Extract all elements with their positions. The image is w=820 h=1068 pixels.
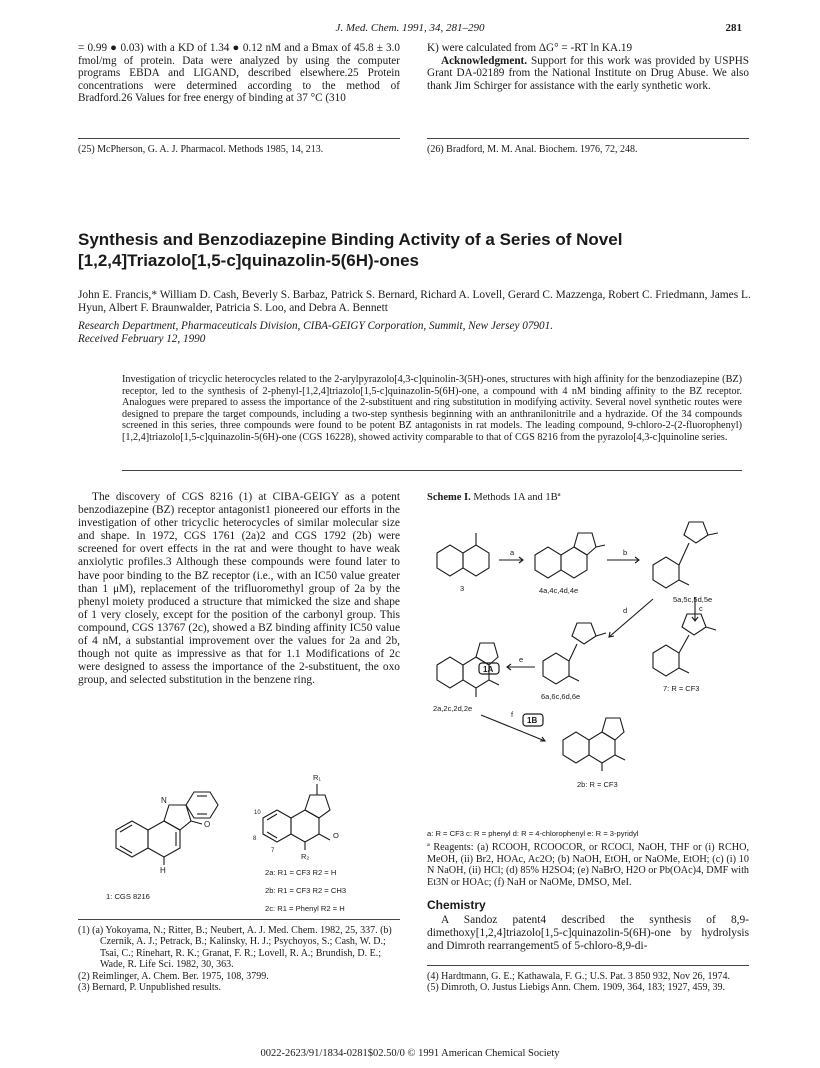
structure-2a-row: 2a: R1 = CF3 R2 = H xyxy=(265,868,337,877)
footnote-4: (4) Hardtmann, G. E.; Kathawala, F. G.; U.S. Pat. 3 850 932, Nov 26, 1974. xyxy=(427,971,731,982)
r1-label: R₁ xyxy=(313,773,321,782)
footnote-5: (5) Dimroth, O. Justus Liebigs Ann. Chem. 1909, 364, 183; 1927, 459, 39. xyxy=(427,982,726,994)
intro-paragraph: The discovery of CGS 8216 (1) at CIBA-GEIGY as a potent benzodiazepine (BZ) receptor antagonist1 pioneered our efforts in the investigation of other tricyclic heterocycles of similar molecular size and shape. In 1972, CGS 1761 (2a)2 and CGS 1792 (2b) were screened for overt effects in the rat and were thought to have weak anxiolytic profiles.3 Although these compounds were found later to have poor binding to the BZ receptor (i.e., with an IC50 value greater than 1 μM), replacement of the trifluoromethyl group of 2a by the phenyl moiety produced a structure that mimicked the size and shape of 1 very closely, except for the position of the carbonyl group. This compound, CGS 13767 (2c), showed a BZ binding affinity IC50 value of 4 nM, a substantial improvement over the values for 2a and 2b, though not quite as impressive as that for 1.1 Modifications of 2c were designed to assess the importance of the 2-substituent, the oxo group, and selected substitution in the benzene ring. xyxy=(78,491,400,687)
page-number: 281 xyxy=(725,22,742,34)
structure-2c-row: 2c: R1 = Phenyl R2 = H xyxy=(265,904,345,913)
author-list: John E. Francis,* William D. Cash, Beverly S. Barbaz, Patrick S. Bernard, Richard A. Lovell, Gerard C. Mazzenga, Robert C. Friedmann, James L. Hyun, Albert F. Braunwalder, Patricia S. Loo, and Debra A. Bennett xyxy=(78,289,751,314)
affiliation: Research Department, Pharmaceuticals Division, CIBA-GEIGY Corporation, Summit, New Jersey 07901. xyxy=(78,320,553,332)
step-d-arrow xyxy=(609,599,653,637)
footnote-2: (2) Reimlinger, A. Chem. Ber. 1975, 108, 3799. xyxy=(78,970,269,982)
footnote-26: (26) Bradford, M. M. Anal. Biochem. 1976, 72, 248. xyxy=(427,144,638,155)
acknowledgment-paragraph xyxy=(427,55,749,93)
reagents-heading: ª Reagents: xyxy=(427,842,474,853)
compound-5-label: 5a,5c,5d,5e xyxy=(673,595,713,604)
compound-2b-label: 2b: R = CF3 xyxy=(577,780,618,789)
n-label: N xyxy=(161,796,167,805)
scheme-title-rest: Methods 1A and 1Bª xyxy=(470,492,561,503)
compound-3-ring xyxy=(463,545,489,576)
compound-4-label: 4a,4c,4d,4e xyxy=(539,586,579,595)
introduction-text xyxy=(78,491,400,687)
copyright-footer: 0022-2623/91/1834-0281$02.50/0 © 1991 American Chemical Society xyxy=(260,1048,560,1059)
abstract-rule xyxy=(122,470,742,471)
structure-2-table xyxy=(265,866,346,915)
abstract: Investigation of tricyclic heterocycles related to the 2-arylpyrazolo[4,3-c]quinolin-3(5H)-ones, structures with high affinity for the benzodiazepine (BZ) receptor, led to the synthesis of 2-phenyl-[1,2,4]triazolo[1,5-c]quinazolin-5(6H)-one, a compound with 4 nM binding affinity to the BZ receptor. Analogues were prepared to assess the importance of the 2-substituent and ring substitution in modifying activity. Several novel synthetic routes were designed to prepare the target compounds, including a two-step synthesis beginning with an anthranilonitrile and a hydrazide. Of the 34 compounds screened in this series, three compounds were found to be potent BZ antagonists in rat models. The leading compound, 9-chloro-2-(2-fluorophenyl)[1,2,4]triazolo[1,5-c]quinazolin-5(6H)-one (CGS 16228), showed activity comparable to that of CGS 8216 from the pyrazolo[4,3-c]quinoline series. xyxy=(122,374,742,443)
footnote-1: (1) (a) Yokoyama, N.; Ritter, B.; Neubert, A. J. Med. Chem. 1982, 25, 337. (b) Czernik, A. J.; Petrack, B.; Kalinsky, H. J.; Psychoyos, S.; Cash, W. D.; Tsai, C.; Rinehart, R. K.; Granat, F. R.; Lovell, R. A.; Brundish, D. E.; Wade, R. Life Sci. 1982, 30, 363. xyxy=(78,925,392,971)
methods-paragraph: = 0.99 ● 0.03) with a KD of 1.34 ● 0.12 nM and a Bmax of 45.8 ± 3.0 fmol/mg of protein. Data were analyzed by using the computer programs EBDA and LIGAND, described elsewhere.25 Protein concentrations were determined according to the method of Bradford.26 Values for free energy of binding at 37 °C (310 xyxy=(78,42,400,105)
compound-5-ring xyxy=(653,557,679,588)
scheme-r-legend: a: R = CF3 c: R = phenyl d: R = 4-chlorophenyl e: R = 3-pyridyl xyxy=(427,829,639,838)
compound-6-ring xyxy=(543,653,569,684)
step-b-label: b xyxy=(623,548,628,557)
compound-3-ring xyxy=(437,545,463,576)
structure-1-label: 1: CGS 8216 xyxy=(106,892,150,901)
structures-1-and-2 xyxy=(78,770,400,900)
o-label: O xyxy=(333,831,339,840)
compound-3-label: 3 xyxy=(460,584,465,593)
affiliation-block xyxy=(78,320,758,345)
method-1b-label: 1B xyxy=(527,716,538,725)
step-a-label: a xyxy=(510,548,515,557)
received-date: Received February 12, 1990 xyxy=(78,332,206,345)
scheme-title xyxy=(427,492,561,503)
compound-4-ring xyxy=(535,547,561,578)
reagents-text: (a) RCOOH, RCOOCOR, or RCOCl, NaOH, THF or (i) RCHO, MeOH, (ii) Br2, HOAc, Ac2O; (b) NaOH, EtOH, or NaOMe, EtOH; (c) (i) 10 N NaOH, (ii) HCl; (d) 85% H2SO4; (e) NaBrO, H2O or Pb(OAc)4, DMF with Et3N or HOAc; (f) NaH or NaOMe, DMSO, MeI. xyxy=(427,842,750,888)
position-label: 10 xyxy=(254,810,261,816)
compound-2-ring xyxy=(437,657,463,688)
step-f-label: f xyxy=(511,710,514,719)
chemistry-heading: Chemistry xyxy=(427,898,486,912)
o-label: O xyxy=(204,820,211,829)
compound-6-label: 6a,6c,6d,6e xyxy=(541,692,581,701)
structure-1-drawing xyxy=(116,792,218,865)
step-c-label: c xyxy=(699,604,703,613)
scheme-title-bold: Scheme I. xyxy=(427,492,471,503)
footnote-rule xyxy=(427,138,749,139)
h-label: H xyxy=(160,866,166,875)
right-footnotes xyxy=(427,971,749,994)
previous-article-right-text xyxy=(427,42,749,92)
r2-label: R₂ xyxy=(301,852,310,861)
acknowledgment-text: Support for this work was provided by USPHS Grant DA-02189 from the National Institute on Drug Abuse. We also thank Jim Schirger for assistance with the early synthetic work. xyxy=(427,54,749,92)
journal-citation: J. Med. Chem. 1991, 34, 281–290 xyxy=(335,22,485,34)
compound-2-label: 2a,2c,2d,2e xyxy=(433,704,473,713)
chemistry-paragraph: A Sandoz patent4 described the synthesis of 8,9-dimethoxy[1,2,4]triazolo[1,5-c]quinazolin-5(6H)-one by hydrolysis and Dimroth rearrangement5 of 5-chloro-8,9-di- xyxy=(427,914,749,953)
scheme-reagents xyxy=(427,842,749,888)
footnote-rule xyxy=(78,919,400,920)
step-e-label: e xyxy=(519,655,524,664)
compound-7-ring xyxy=(653,645,679,676)
running-header xyxy=(0,22,820,36)
method-1a-label: 1A xyxy=(483,665,494,674)
position-label: 8 xyxy=(253,836,257,842)
footnote-25: (25) McPherson, G. A. J. Pharmacol. Methods 1985, 14, 213. xyxy=(78,144,324,155)
position-label: 7 xyxy=(271,848,275,854)
footnote-3: (3) Bernard, P. Unpublished results. xyxy=(78,982,222,994)
chemistry-text xyxy=(427,914,749,953)
previous-article-methods-text xyxy=(78,42,400,105)
footnote-rule xyxy=(427,965,749,966)
compound-2b-ring xyxy=(563,732,589,763)
structure-2b-row: 2b: R1 = CF3 R2 = CH3 xyxy=(265,886,347,895)
structure-2-drawing xyxy=(263,784,330,850)
left-footnotes xyxy=(78,925,400,993)
acknowledgment-heading: Acknowledgment. xyxy=(441,54,528,67)
scheme-diagram xyxy=(427,505,749,835)
article-title: Synthesis and Benzodiazepine Binding Activity of a Series of Novel [1,2,4]Triazolo[1,5-c]quinazolin-5(6H)-ones xyxy=(78,230,623,270)
free-energy-paragraph: K) were calculated from ΔG° = -RT ln KA.19 xyxy=(427,42,633,54)
step-d-label: d xyxy=(623,606,628,615)
footnote-rule xyxy=(78,138,400,139)
compound-7-label: 7: R = CF3 xyxy=(663,684,700,693)
